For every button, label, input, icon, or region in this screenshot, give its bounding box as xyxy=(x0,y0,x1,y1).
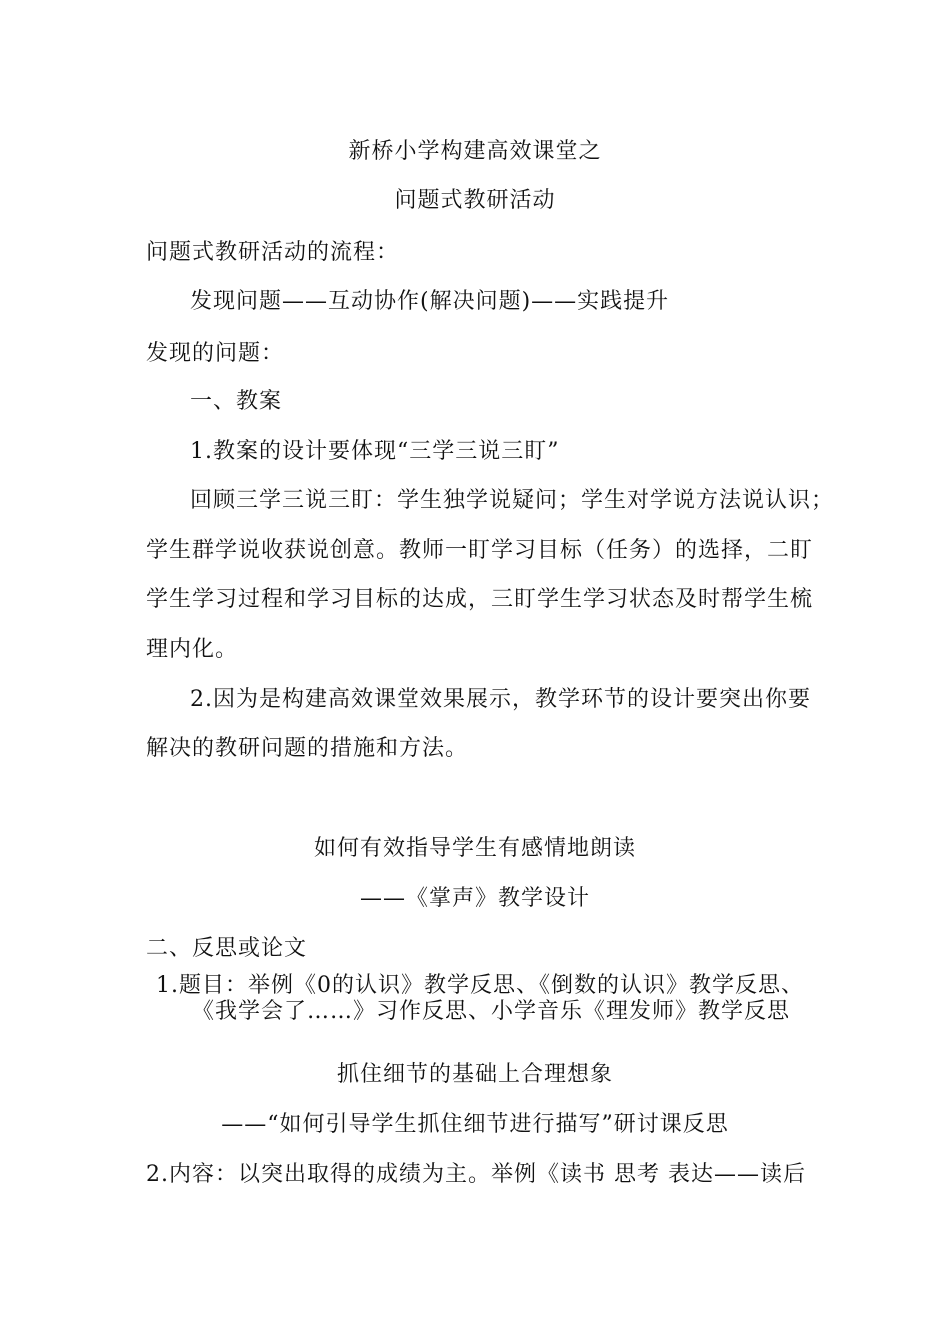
document-title-line1: 新桥小学构建高效课堂之 xyxy=(348,139,602,164)
section1-para-line3: 学生学习过程和学习目标的达成，三盯学生学习状态及时帮学生梳 xyxy=(146,587,814,612)
section2-item1-line2: 《我学会了……》习作反思、小学音乐《理发师》教学反思 xyxy=(192,999,791,1024)
section1-para-line4: 理内化。 xyxy=(146,637,239,662)
section1-item2-line1: 2.因为是构建高效课堂效果展示，教学环节的设计要突出你要 xyxy=(190,687,811,712)
problems-heading: 发现的问题： xyxy=(146,341,285,366)
example2-title: 抓住细节的基础上合理想象 xyxy=(336,1062,613,1087)
example2-subtitle: ——“如何引导学生抓住细节进行描写”研讨课反思 xyxy=(221,1112,729,1137)
section1-para-line2: 学生群学说收获说创意。教师一盯学习目标（任务）的选择，二盯 xyxy=(146,538,814,563)
section1-para-line1: 回顾三学三说三盯：学生独学说疑问；学生对学说方法说认识； xyxy=(190,488,835,513)
section2-item2: 2.内容：以突出取得的成绩为主。举例《读书 思考 表达——读后 xyxy=(146,1162,806,1187)
document-title-line2: 问题式教研活动 xyxy=(394,188,556,213)
flow-text: 发现问题——互动协作(解决问题)——实践提升 xyxy=(190,289,670,314)
section1-heading: 一、教案 xyxy=(190,389,283,414)
flow-heading: 问题式教研活动的流程： xyxy=(146,240,400,265)
section2-heading: 二、反思或论文 xyxy=(146,936,308,961)
section1-item1: 1.教案的设计要体现“三学三说三盯” xyxy=(190,439,560,464)
section2-item1-line1: 1.题目：举例《0的认识》教学反思、《倒数的认识》教学反思、 xyxy=(156,973,804,998)
example1-subtitle: ——《掌声》教学设计 xyxy=(359,886,590,911)
section1-item2-line2: 解决的教研问题的措施和方法。 xyxy=(146,736,469,761)
example1-title: 如何有效指导学生有感情地朗读 xyxy=(313,836,636,861)
